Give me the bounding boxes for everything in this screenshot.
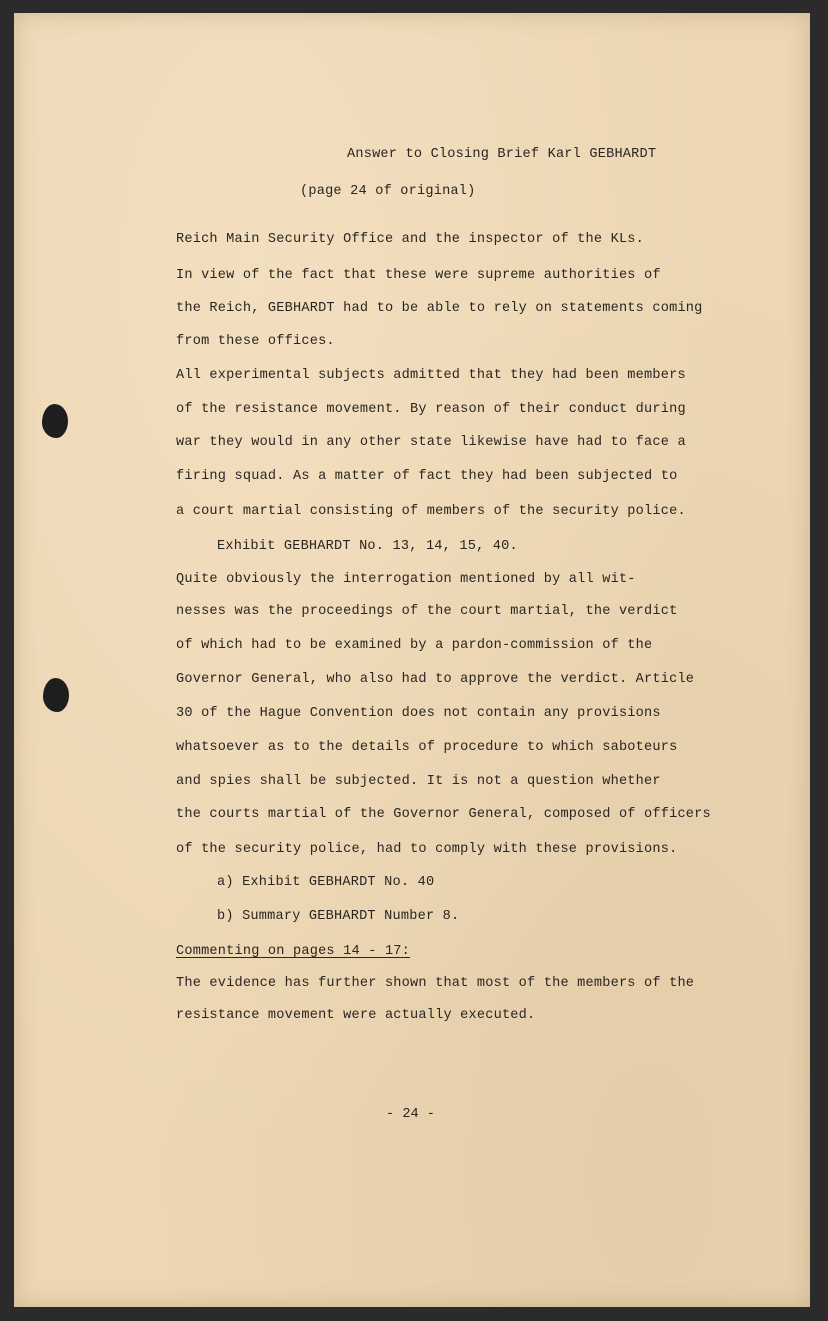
text-line: a court martial consisting of members of the security police. xyxy=(176,504,686,519)
text-line: whatsoever as to the details of procedure to which saboteurs xyxy=(176,740,678,755)
page-number: - 24 - xyxy=(386,1107,435,1122)
document-subtitle: (page 24 of original) xyxy=(300,184,476,199)
text-line: the courts martial of the Governor General, composed of officers xyxy=(176,807,711,822)
text-line: war they would in any other state likewise have had to face a xyxy=(176,435,686,450)
text-line: of which had to be examined by a pardon-commission of the xyxy=(176,638,653,653)
punch-hole xyxy=(43,678,69,712)
exhibit-reference: Exhibit GEBHARDT No. 13, 14, 15, 40. xyxy=(217,539,518,554)
text-line: The evidence has further shown that most of the members of the xyxy=(176,976,695,991)
text-line: firing squad. As a matter of fact they had been subjected to xyxy=(176,469,678,484)
text-line: from these offices. xyxy=(176,334,335,349)
text-line: of the resistance movement. By reason of their conduct during xyxy=(176,402,686,417)
text-line: resistance movement were actually executed. xyxy=(176,1008,536,1023)
text-line: All experimental subjects admitted that they had been members xyxy=(176,368,686,383)
section-heading: Commenting on pages 14 - 17: xyxy=(176,944,411,959)
text-line: of the security police, had to comply with these provisions. xyxy=(176,842,678,857)
text-line: Governor General, who also had to approve the verdict. Article xyxy=(176,672,695,687)
text-line: Reich Main Security Office and the inspector of the KLs. xyxy=(176,232,645,247)
text-line: and spies shall be subjected. It is not a question whether xyxy=(176,774,661,789)
summary-reference: b) Summary GEBHARDT Number 8. xyxy=(217,909,460,924)
text-line: In view of the fact that these were supreme authorities of xyxy=(176,268,661,283)
text-line: nesses was the proceedings of the court martial, the verdict xyxy=(176,604,678,619)
document-title: Answer to Closing Brief Karl GEBHARDT xyxy=(347,147,657,162)
punch-hole xyxy=(42,404,68,438)
text-line: the Reich, GEBHARDT had to be able to rely on statements coming xyxy=(176,301,703,316)
text-line: Quite obviously the interrogation mentioned by all wit- xyxy=(176,572,636,587)
text-line: 30 of the Hague Convention does not contain any provisions xyxy=(176,706,661,721)
exhibit-reference: a) Exhibit GEBHARDT No. 40 xyxy=(217,875,435,890)
